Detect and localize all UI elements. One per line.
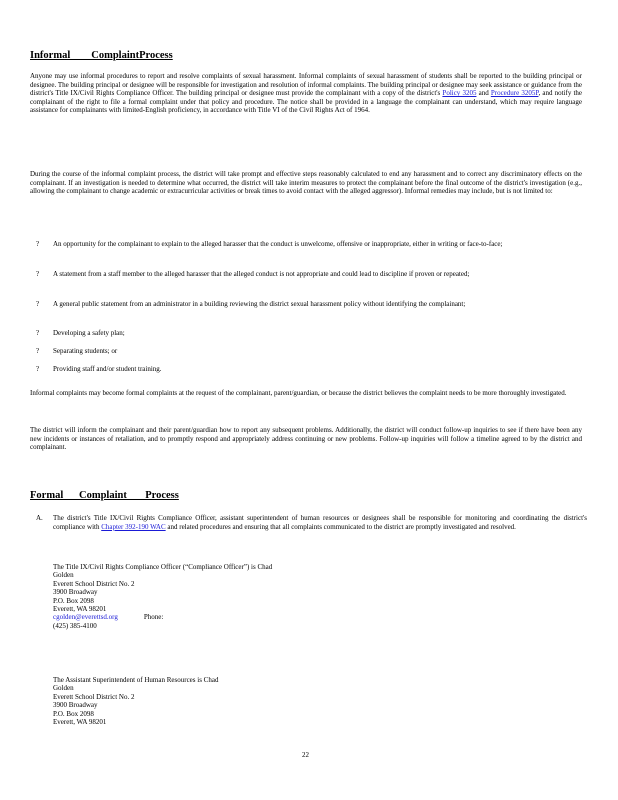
contact-line: P.O. Box 2098 (53, 596, 94, 605)
informal-p1-text-b: , and notify the complainant of the right to file a formal complaint under that policy and procedure. The notice shall be provided in a language the complainant can understand, which may require language assistance for complainants with limited-English proficiency, in accordance with Title VI of the Civil Rights Act of 1964. (30, 89, 583, 115)
bullet-item (36, 300, 582, 309)
contact-line: 3900 Broadway (53, 588, 98, 597)
bullet-item (36, 347, 582, 356)
policy-3205-link[interactable]: Policy 3205 (442, 89, 477, 98)
bullet-text: Separating students; or (53, 347, 118, 355)
bullet-text: Developing a safety plan; (53, 329, 125, 337)
page-number: 22 (302, 751, 309, 759)
bullet-marker: ? (36, 329, 40, 337)
email-link[interactable]: cgolden@everettsd.org (53, 613, 118, 622)
contact-line: 3900 Broadway (53, 701, 98, 710)
item-label: A. (36, 514, 43, 522)
contact-line: The Assistant Superintendent of Human Resources is Chad (53, 676, 219, 684)
phone-label: Phone: (143, 613, 164, 622)
bullet-marker: ? (36, 270, 40, 278)
informal-paragraph-4: The district will inform the complainant and their parent/guardian how to report any subsequent problems. Additionally, the district will conduct follow-up inquiries to see if there have been any new incidents or instances of retaliation, and to promptly respond and appropriately address continuing or new problems. Follow-up inquiries will follow a timeline agreed to by the district and complainant. (30, 426, 582, 452)
bullet-marker: ? (36, 347, 40, 355)
procedure-3205p-link[interactable]: Procedure 3205P (490, 89, 539, 98)
bullet-item (36, 365, 582, 374)
contact-line: Golden (53, 571, 74, 580)
bullet-marker: ? (36, 300, 40, 308)
phone-number: (425) 385-4100 (53, 621, 97, 630)
formal-item-a-text (53, 514, 587, 531)
contact-line: Everett School District No. 2 (53, 579, 135, 588)
contact-line: Everett, WA 98201 (53, 718, 107, 727)
informal-process-heading: Informal ComplaintProcess (30, 50, 173, 61)
informal-p1-text-a: Anyone may use informal procedures to report and resolve complaints of sexual harassment. Informal complaints of sexual harassment of students shall be reported to the building principal or designee. The building principal or designee will be responsible for investigation and resolution of informal complaints. The building principal or designee may seek assistance or guidance from the district's Title IX/Civil Rights Compliance Officer. The building principal or designee must provide the complainant with a copy of the district's (30, 72, 583, 98)
contact-line: Golden (53, 684, 74, 693)
bullet-text: A general public statement from an administrator in a building reviewing the district sexual harassment policy without identifying the complainant; (53, 300, 466, 308)
bullet-text: An opportunity for the complainant to explain to the alleged harasser that the conduct is unwelcome, offensive or inappropriate, either in writing or face-to-face; (53, 240, 503, 248)
bullet-item (36, 270, 582, 279)
bullet-text: Providing staff and/or student training. (53, 365, 162, 373)
bullet-item (36, 240, 582, 249)
contact-line: The Title IX/Civil Rights Compliance Officer (“Compliance Officer”) is Chad (53, 563, 273, 571)
contact-line: P.O. Box 2098 (53, 709, 94, 718)
bullet-marker: ? (36, 240, 40, 248)
informal-p1-and: and (478, 89, 489, 98)
formal-a-text-a: The district's Title IX/Civil Rights Compliance Officer, assistant superintendent of human resources or designees shall be responsible for monitoring and coordinating the district's compliance with (53, 514, 587, 531)
informal-paragraph-3: Informal complaints may become formal complaints at the request of the complainant, parent/guardian, or because the district believes the complaint needs to be more thoroughly investigated. (30, 389, 567, 397)
bullet-text: A statement from a staff member to the alleged harasser that the alleged conduct is not appropriate and could lead to discipline if proven or repeated; (53, 270, 470, 278)
bullet-item (36, 329, 582, 338)
formal-a-text-b: and related procedures and ensuring that all complaints communicated to the district are promptly investigated and resolved. (167, 522, 516, 531)
informal-paragraph-1 (30, 72, 582, 115)
compliance-officer-contact (53, 563, 272, 630)
contact-line: Everett, WA 98201 (53, 605, 107, 614)
chapter-392-190-wac-link[interactable]: Chapter 392-190 WAC (101, 522, 166, 531)
hr-superintendent-contact (53, 676, 218, 726)
formal-item-a (36, 514, 587, 531)
contact-line: Everett School District No. 2 (53, 692, 135, 701)
bullet-marker: ? (36, 365, 40, 373)
informal-paragraph-2: During the course of the informal complaint process, the district will take prompt and effective steps reasonably calculated to end any harassment and to correct any discriminatory effects on the complainant. If an investigation is needed to determine what occurred, the district will take interim measures to protect the complainant before the final outcome of the district's investigation (e.g., allowing the complainant to change academic or extracurricular activities or break times to avoid contact with the alleged aggressor). Informal remedies may include, but is not limited to: (30, 170, 582, 196)
formal-process-heading: Formal Complaint Process (30, 490, 179, 501)
